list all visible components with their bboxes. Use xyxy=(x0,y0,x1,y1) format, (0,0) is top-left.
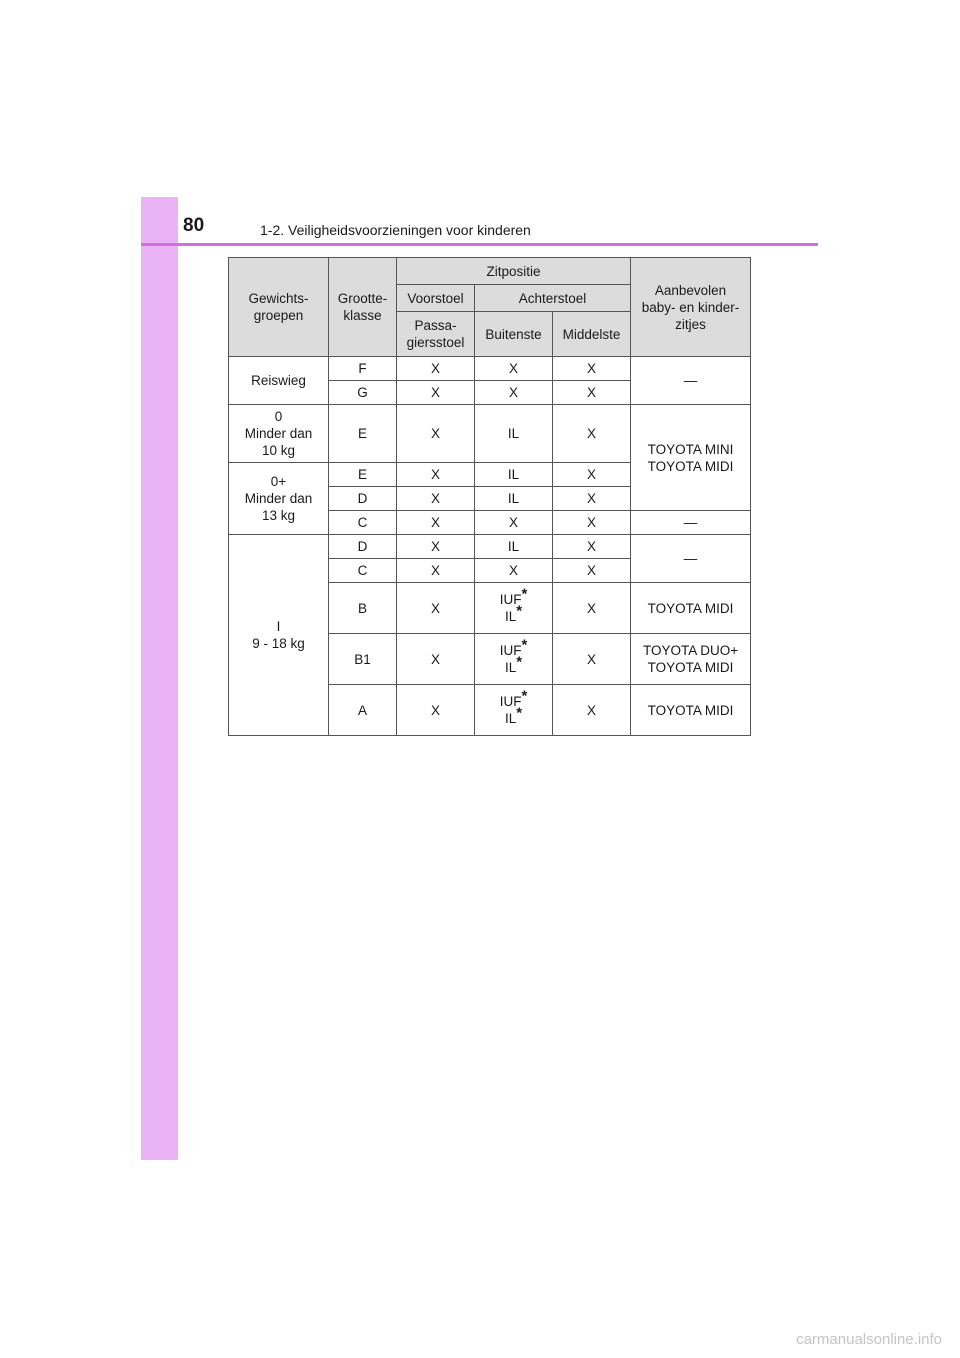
middle-cell: X xyxy=(553,583,631,634)
size-cell: C xyxy=(329,559,397,583)
middle-cell: X xyxy=(553,405,631,463)
middle-cell: X xyxy=(553,511,631,535)
footnote-mark: * xyxy=(521,687,528,705)
passenger-cell: X xyxy=(397,405,475,463)
il-label: IL xyxy=(504,711,517,726)
header-recommended-seats: Aanbevolen baby- en kinder- zitjes xyxy=(631,258,751,357)
outer-cell: IL xyxy=(475,487,553,511)
middle-cell: X xyxy=(553,357,631,381)
group-cell: I 9 - 18 kg xyxy=(229,535,329,736)
outer-cell xyxy=(475,685,553,736)
passenger-cell: X xyxy=(397,463,475,487)
recommended-cell: TOYOTA MIDI xyxy=(631,583,751,634)
table-header-row xyxy=(229,258,751,285)
size-cell: B1 xyxy=(329,634,397,685)
child-seat-compatibility-table xyxy=(228,257,751,736)
table-row xyxy=(229,405,751,463)
group-cell: 0 Minder dan 10 kg xyxy=(229,405,329,463)
iuf-label: IUF xyxy=(499,592,522,607)
size-cell: E xyxy=(329,405,397,463)
size-cell: D xyxy=(329,487,397,511)
recommended-cell: — xyxy=(631,511,751,535)
header-weight-group: Gewichts- groepen xyxy=(229,258,329,357)
header-outer-seat: Buitenste xyxy=(475,312,553,357)
recommended-cell: TOYOTA MINI TOYOTA MIDI xyxy=(631,405,751,511)
passenger-cell: X xyxy=(397,511,475,535)
header-passenger-seat: Passa- giersstoel xyxy=(397,312,475,357)
size-cell: G xyxy=(329,381,397,405)
passenger-cell: X xyxy=(397,559,475,583)
passenger-cell: X xyxy=(397,583,475,634)
passenger-cell: X xyxy=(397,535,475,559)
iuf-label: IUF xyxy=(499,643,522,658)
table-row xyxy=(229,357,751,381)
recommended-cell: — xyxy=(631,535,751,583)
passenger-cell: X xyxy=(397,634,475,685)
header-seat-position: Zitpositie xyxy=(397,258,631,285)
middle-cell: X xyxy=(553,381,631,405)
middle-cell: X xyxy=(553,634,631,685)
middle-cell: X xyxy=(553,535,631,559)
size-cell: A xyxy=(329,685,397,736)
site-watermark: carmanualsonline.info xyxy=(796,1331,942,1348)
header-divider xyxy=(141,243,818,246)
table-row xyxy=(229,535,751,559)
size-cell: B xyxy=(329,583,397,634)
passenger-cell: X xyxy=(397,357,475,381)
outer-cell: X xyxy=(475,559,553,583)
recommended-cell: TOYOTA DUO+ TOYOTA MIDI xyxy=(631,634,751,685)
middle-cell: X xyxy=(553,559,631,583)
passenger-cell: X xyxy=(397,487,475,511)
outer-cell: X xyxy=(475,511,553,535)
recommended-cell: — xyxy=(631,357,751,405)
outer-cell: IL xyxy=(475,535,553,559)
header-front-seat: Voorstoel xyxy=(397,285,475,312)
footnote-mark: * xyxy=(516,602,523,620)
middle-cell: X xyxy=(553,463,631,487)
middle-cell: X xyxy=(553,487,631,511)
outer-cell: X xyxy=(475,381,553,405)
size-cell: C xyxy=(329,511,397,535)
outer-cell: IL xyxy=(475,405,553,463)
outer-cell: IL xyxy=(475,463,553,487)
recommended-cell: TOYOTA MIDI xyxy=(631,685,751,736)
iuf-label: IUF xyxy=(499,694,522,709)
group-cell: Reiswieg xyxy=(229,357,329,405)
footnote-mark: * xyxy=(521,585,528,603)
middle-cell: X xyxy=(553,685,631,736)
outer-cell xyxy=(475,583,553,634)
page-number: 80 xyxy=(183,215,205,236)
size-cell: D xyxy=(329,535,397,559)
il-label: IL xyxy=(504,660,517,675)
outer-cell: X xyxy=(475,357,553,381)
passenger-cell: X xyxy=(397,685,475,736)
side-tab-bar xyxy=(141,197,178,1160)
size-cell: E xyxy=(329,463,397,487)
footnote-mark: * xyxy=(516,653,523,671)
size-cell: F xyxy=(329,357,397,381)
footnote-mark: * xyxy=(521,636,528,654)
group-cell: 0+ Minder dan 13 kg xyxy=(229,463,329,535)
passenger-cell: X xyxy=(397,381,475,405)
il-label: IL xyxy=(504,609,517,624)
header-rear-seat: Achterstoel xyxy=(475,285,631,312)
footnote-mark: * xyxy=(516,704,523,722)
outer-cell xyxy=(475,634,553,685)
header-middle-seat: Middelste xyxy=(553,312,631,357)
section-title: 1-2. Veiligheidsvoorzieningen voor kinderen xyxy=(260,222,531,238)
header-size-class: Grootte- klasse xyxy=(329,258,397,357)
